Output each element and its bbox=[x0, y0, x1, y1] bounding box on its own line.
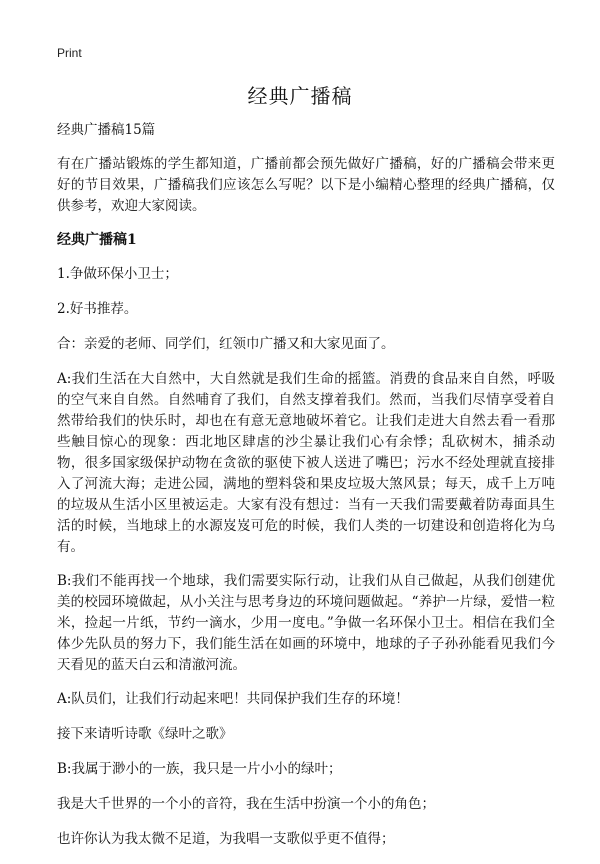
paragraph: A:队员们，让我们行动起来吧！共同保护我们生存的环境！ bbox=[57, 691, 409, 707]
print-link[interactable]: Print bbox=[57, 46, 82, 60]
doc-intro: 有在广播站锻炼的学生都知道，广播前都会预先做好广播稿，好的广播稿会带来更好的节目效果，广播稿我们应该怎么写呢？以下是小编精心整理的经典广播稿，仅供参考，欢迎大家阅读。 bbox=[57, 156, 555, 214]
paragraph: 接下来请听诗歌《绿叶之歌》 bbox=[57, 726, 233, 742]
paragraph: B:我属于渺小的一族，我只是一片小小的绿叶； bbox=[57, 761, 342, 777]
paragraph: 2.好书推荐。 bbox=[57, 301, 138, 317]
section-heading: 经典广播稿1 bbox=[57, 232, 137, 248]
page-title: 经典广播稿 bbox=[247, 84, 353, 108]
paragraph: A:我们生活在大自然中，大自然就是我们生命的摇篮。消费的食品来自自然，呼吸的空气来自自然。自然哺育了我们，自然支撑着我们。然而，当我们尽情享受着自然带给我们的快乐时，却也在有意无意地破坏着它。让我们走进大自然去看一看那些触目惊心的现象：西北地区肆虐的沙尘暴让我们心有余悸；乱砍树木，捕杀动物，很多国家级保护动物在贪欲的驱使下被人送进了嘴巴；污水不经处理就直接排入了河流大海；走进公园，满地的塑料袋和果皮垃圾大煞风景；每天，成千上万吨的垃圾从生活小区里被运走。大家有没有想过：当有一天我们需要戴着防毒面具生活的时候，当地球上的水源岌岌可危的时候，我们人类的一切建设和创造将化为乌有。 bbox=[57, 371, 555, 555]
paragraph: 合：亲爱的老师、同学们，红领巾广播又和大家见面了。 bbox=[57, 336, 395, 352]
paragraph: 1.争做环保小卫士； bbox=[57, 266, 178, 282]
paragraph: B:我们不能再找一个地球，我们需要实际行动，让我们从自己做起，从我们创建优美的校园环境做起，从小关注与思考身边的环境问题做起。“养护一片绿，爱惜一粒米，捡起一片纸，节约一滴水，少用一度电。”争做一名环保小卫士。相信在我们全体少先队员的努力下，我们能生活在如画的环境中，地球的子子孙孙能看见我们今天看见的蓝天白云和清澈河流。 bbox=[57, 573, 555, 673]
paragraph: 我是大千世界的一个小的音符，我在生活中扮演一个小的角色； bbox=[57, 796, 435, 812]
paragraph: 也许你认为我太微不足道，为我唱一支歌似乎更不值得； bbox=[57, 831, 395, 847]
document-body bbox=[57, 120, 555, 864]
doc-subtitle: 经典广播稿15篇 bbox=[57, 122, 156, 138]
